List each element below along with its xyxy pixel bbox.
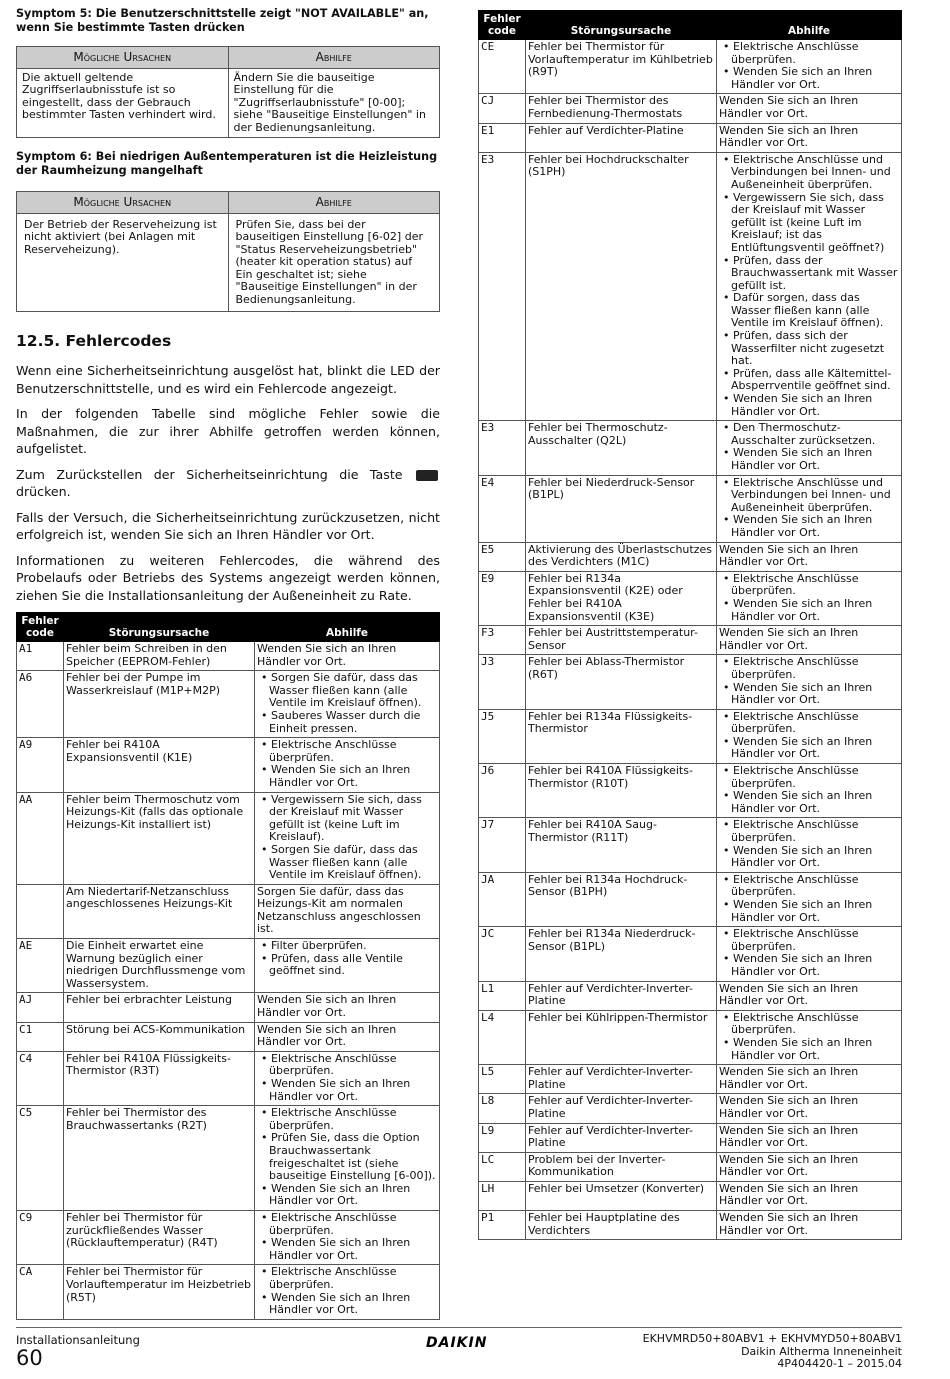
error-cause: Fehler beim Schreiben in den Speicher (EEPROM-Fehler) — [64, 642, 255, 671]
col-fix-header: Abhilfe — [717, 11, 902, 40]
fix-list-item: • Elektrische Anschlüsse überprüfen. — [719, 874, 899, 899]
error-code: AA — [17, 792, 64, 884]
error-code: C9 — [17, 1210, 64, 1264]
error-code: L5 — [479, 1065, 526, 1094]
symptom5-title: Symptom 5: Die Benutzerschnittstelle zeigt "NOT AVAILABLE" an, wenn Sie bestimmte Tasten drücken — [16, 7, 429, 34]
error-cause: Fehler auf Verdichter-Platine — [526, 123, 717, 152]
section-heading: 12.5. Fehlercodes — [16, 332, 172, 350]
error-code: E5 — [479, 542, 526, 571]
error-fix — [717, 709, 902, 763]
table-row — [17, 1265, 440, 1319]
fix-list-item: • Elektrische Anschlüsse überprüfen. — [257, 1212, 437, 1237]
error-code: A1 — [17, 642, 64, 671]
fix-list-item: • Wenden Sie sich an Ihren Händler vor Ort. — [719, 598, 899, 623]
daikin-logo: DAIKIN — [426, 1335, 488, 1351]
table-row — [479, 152, 902, 420]
error-code: J6 — [479, 764, 526, 818]
table-row — [479, 655, 902, 709]
error-cause: Fehler bei der Pumpe im Wasserkreislauf (M1P+M2P) — [64, 671, 255, 738]
symptom5-cause: Die aktuell geltende Zugriffserlaubnisstufe ist so eingestellt, dass der Gebrauch bestimmter Tasten verhindert wird. — [17, 68, 229, 138]
fix-list — [719, 573, 899, 623]
error-code: F3 — [479, 626, 526, 655]
fix-list-item: • Wenden Sie sich an Ihren Händler vor Ort. — [257, 1292, 437, 1317]
error-fix: Wenden Sie sich an Ihren Händler vor Ort. — [717, 1123, 902, 1152]
fix-list-item: • Vergewissern Sie sich, dass der Kreislauf mit Wasser gefüllt ist (keine Luft im Kreislauf). — [257, 794, 437, 844]
fix-list-item: • Den Thermoschutz-Ausschalter zurücksetzen. — [719, 422, 899, 447]
error-cause: Fehler bei Thermistor für zurückfließendes Wasser (Rücklauftemperatur) (R4T) — [64, 1210, 255, 1264]
error-fix: Wenden Sie sich an Ihren Händler vor Ort. — [255, 642, 440, 671]
error-fix: Wenden Sie sich an Ihren Händler vor Ort. — [717, 94, 902, 123]
fix-list-item: • Wenden Sie sich an Ihren Händler vor Ort. — [257, 1237, 437, 1262]
error-fix — [717, 655, 902, 709]
table-row — [479, 421, 902, 475]
col-fix-header: Abhilfe — [228, 47, 440, 69]
table-row — [479, 1010, 902, 1064]
error-cause: Störung bei ACS-Kommunikation — [64, 1022, 255, 1051]
error-code: P1 — [479, 1211, 526, 1240]
fix-list-item: • Prüfen, dass alle Kältemittel-Absperrventile geöffnet sind. — [719, 368, 899, 393]
fix-list-item: • Wenden Sie sich an Ihren Händler vor Ort. — [719, 393, 899, 418]
paragraph-part: drücken. — [16, 484, 71, 499]
left-column — [16, 0, 440, 1320]
error-cause: Fehler bei Ablass-Thermistor (R6T) — [526, 655, 717, 709]
error-fix: Wenden Sie sich an Ihren Händler vor Ort. — [717, 1065, 902, 1094]
fix-list-item: • Dafür sorgen, dass das Wasser fließen kann (alle Ventile im Kreislauf öffnen). — [719, 292, 899, 330]
fix-list-item: • Elektrische Anschlüsse überprüfen. — [719, 765, 899, 790]
error-fix: Wenden Sie sich an Ihren Händler vor Ort. — [717, 981, 902, 1010]
col-cause-header: Mögliche Ursachen — [17, 192, 229, 214]
fix-list — [257, 794, 437, 882]
fix-list-item: • Wenden Sie sich an Ihren Händler vor Ort. — [257, 1078, 437, 1103]
error-fix: Wenden Sie sich an Ihren Händler vor Ort. — [717, 123, 902, 152]
fix-list — [719, 928, 899, 978]
error-fix — [717, 571, 902, 625]
table-row — [17, 1022, 440, 1051]
fix-list-item: • Elektrische Anschlüsse überprüfen. — [719, 819, 899, 844]
error-fix — [717, 40, 902, 94]
table-row — [479, 872, 902, 926]
fix-list-item: • Wenden Sie sich an Ihren Händler vor Ort. — [257, 764, 437, 789]
error-code: E3 — [479, 152, 526, 420]
symptom6-table — [16, 191, 440, 312]
paragraph: Falls der Versuch, die Sicherheitseinrichtung zurückzusetzen, nicht erfolgreich ist, wenden Sie sich an Ihren Händler vor Ort. — [16, 509, 440, 542]
error-cause: Fehler bei R410A Expansionsventil (K1E) — [64, 738, 255, 792]
table-row — [479, 1211, 902, 1240]
table-row — [17, 1051, 440, 1105]
table-row — [479, 475, 902, 542]
fix-list-item: • Wenden Sie sich an Ihren Händler vor Ort. — [719, 790, 899, 815]
table-row — [479, 1152, 902, 1181]
fix-list-item: • Wenden Sie sich an Ihren Händler vor Ort. — [719, 514, 899, 539]
error-cause: Fehler bei R134a Expansionsventil (K2E) oder Fehler bei R410A Expansionsventil (K3E) — [526, 571, 717, 625]
error-cause: Fehler auf Verdichter-Inverter-Platine — [526, 1094, 717, 1123]
fix-list-item: • Elektrische Anschlüsse überprüfen. — [257, 1266, 437, 1291]
fix-list-item: • Elektrische Anschlüsse überprüfen. — [257, 1107, 437, 1132]
error-fix: Wenden Sie sich an Ihren Händler vor Ort. — [255, 1022, 440, 1051]
table-row — [479, 1181, 902, 1210]
fix-list-item: • Elektrische Anschlüsse überprüfen. — [719, 656, 899, 681]
fix-list-item: • Wenden Sie sich an Ihren Händler vor Ort. — [257, 1183, 437, 1208]
error-code: L4 — [479, 1010, 526, 1064]
error-fix: Wenden Sie sich an Ihren Händler vor Ort. — [717, 542, 902, 571]
table-row — [17, 792, 440, 884]
fix-list-item: • Prüfen, dass alle Ventile geöffnet sind. — [257, 953, 437, 978]
symptom6-title: Symptom 6: Bei niedrigen Außentemperaturen ist die Heizleistung der Raumheizung mangelhaft — [16, 150, 438, 177]
table-row — [17, 939, 440, 993]
error-cause: Fehler bei Umsetzer (Konverter) — [526, 1181, 717, 1210]
error-code: E9 — [479, 571, 526, 625]
error-fix — [255, 792, 440, 884]
fix-list — [257, 940, 437, 978]
table-row — [479, 927, 902, 981]
fix-list — [719, 765, 899, 815]
fix-list-item: • Elektrische Anschlüsse überprüfen. — [257, 739, 437, 764]
error-cause: Fehler bei R410A Flüssigkeits-Thermistor (R10T) — [526, 764, 717, 818]
table-row — [479, 709, 902, 763]
footer-model: EKHVMRD50+80ABV1 + EKHVMYD50+80ABV1 — [642, 1332, 902, 1345]
error-code: E3 — [479, 421, 526, 475]
col-cause-header: Störungsursache — [64, 613, 255, 642]
error-cause: Fehler bei R134a Flüssigkeits-Thermistor — [526, 709, 717, 763]
fix-list-item: • Elektrische Anschlüsse und Verbindungen bei Innen- und Außeneinheit überprüfen. — [719, 477, 899, 515]
fix-list-item: • Sorgen Sie dafür, dass das Wasser fließen kann (alle Ventile im Kreislauf öffnen). — [257, 672, 437, 710]
fix-list — [719, 711, 899, 761]
table-row — [17, 1106, 440, 1211]
table-row — [17, 884, 440, 938]
footer-info — [643, 1333, 902, 1371]
error-fix: Sorgen Sie dafür, dass das Heizungs-Kit am normalen Netzanschluss angeschlossen ist. — [255, 884, 440, 938]
error-cause: Fehler bei Thermoschutz-Ausschalter (Q2L) — [526, 421, 717, 475]
col-fix-header: Abhilfe — [255, 613, 440, 642]
fix-list-item: • Elektrische Anschlüsse überprüfen. — [719, 573, 899, 598]
error-code-table-right — [478, 10, 902, 1240]
error-code: J5 — [479, 709, 526, 763]
error-cause: Fehler bei R410A Flüssigkeits-Thermistor (R3T) — [64, 1051, 255, 1105]
error-code: LC — [479, 1152, 526, 1181]
error-code: J7 — [479, 818, 526, 872]
fix-list — [257, 1107, 437, 1208]
col-fix-header: Abhilfe — [228, 192, 440, 214]
col-code-header: Fehler code — [479, 11, 526, 40]
table-row — [17, 738, 440, 792]
error-table-body — [479, 40, 902, 1240]
table-row — [479, 764, 902, 818]
table-row — [17, 671, 440, 738]
col-cause-header: Störungsursache — [526, 11, 717, 40]
error-code: L9 — [479, 1123, 526, 1152]
footer-product: Daikin Altherma Inneneinheit — [741, 1344, 902, 1358]
table-row — [479, 626, 902, 655]
right-column — [478, 0, 902, 1240]
symptom6-fix: Prüfen Sie, dass bei der bauseitigen Einstellung [6-02] der "Status Reserveheizungsbetrieb" (heater kit operation status) auf Ein geschaltet ist; siehe "Bauseitige Einstellungen" in der Bedienungsanleitung. — [228, 213, 440, 312]
fix-list — [257, 672, 437, 735]
fix-list-item: • Filter überprüfen. — [257, 940, 437, 953]
fix-list — [257, 1212, 437, 1262]
error-fix: Wenden Sie sich an Ihren Händler vor Ort. — [717, 1181, 902, 1210]
error-fix — [717, 152, 902, 420]
error-fix — [255, 1210, 440, 1264]
fix-list-item: • Elektrische Anschlüsse überprüfen. — [719, 928, 899, 953]
paragraph: Wenn eine Sicherheitseinrichtung ausgelöst hat, blinkt die LED der Benutzerschnittstelle, und es wird ein Fehlercode angezeigt. — [16, 363, 440, 396]
table-row — [479, 981, 902, 1010]
error-cause: Fehler bei Niederdruck-Sensor (B1PL) — [526, 475, 717, 542]
error-code: L1 — [479, 981, 526, 1010]
fix-list — [719, 477, 899, 540]
error-cause: Fehler auf Verdichter-Inverter-Platine — [526, 1065, 717, 1094]
fix-list-item: • Sorgen Sie dafür, dass das Wasser fließen kann (alle Ventile im Kreislauf öffnen). — [257, 844, 437, 882]
fix-list — [719, 41, 899, 91]
error-cause: Fehler bei Austrittstemperatur-Sensor — [526, 626, 717, 655]
error-fix — [255, 738, 440, 792]
table-row — [479, 1065, 902, 1094]
error-fix: Wenden Sie sich an Ihren Händler vor Ort. — [717, 1152, 902, 1181]
fix-list-item: • Prüfen Sie, dass die Option Brauchwassertank freigeschaltet ist (siehe bauseitige Einstellung [6-00]). — [257, 1132, 437, 1182]
table-row — [17, 642, 440, 671]
error-code: LH — [479, 1181, 526, 1210]
error-code: AJ — [17, 993, 64, 1022]
error-code: C5 — [17, 1106, 64, 1211]
error-cause: Am Niedertarif-Netzanschluss angeschlossenes Heizungs-Kit — [64, 884, 255, 938]
error-fix — [255, 1106, 440, 1211]
error-fix — [717, 1010, 902, 1064]
error-code: A6 — [17, 671, 64, 738]
fix-list — [719, 819, 899, 869]
error-cause: Fehler bei Thermistor des Brauchwassertanks (R2T) — [64, 1106, 255, 1211]
error-fix — [717, 421, 902, 475]
error-cause: Fehler bei Kühlrippen-Thermistor — [526, 1010, 717, 1064]
footer-rule — [16, 1327, 902, 1328]
page-number: 60 — [16, 1346, 43, 1370]
fix-list-item: • Prüfen, dass sich der Wasserfilter nicht zugesetzt hat. — [719, 330, 899, 368]
fix-list — [719, 154, 899, 418]
fix-list-item: • Wenden Sie sich an Ihren Händler vor Ort. — [719, 682, 899, 707]
error-code: A9 — [17, 738, 64, 792]
fix-list-item: • Elektrische Anschlüsse überprüfen. — [257, 1053, 437, 1078]
fix-list — [719, 874, 899, 924]
footer-doc-type: Installationsanleitung — [16, 1333, 140, 1347]
fix-list-item: • Wenden Sie sich an Ihren Händler vor Ort. — [719, 953, 899, 978]
error-cause: Fehler bei Thermistor für Vorlauftemperatur im Kühlbetrieb (R9T) — [526, 40, 717, 94]
error-cause: Problem bei der Inverter-Kommunikation — [526, 1152, 717, 1181]
error-code: E4 — [479, 475, 526, 542]
col-code-header: Fehler code — [17, 613, 64, 642]
error-code-table-left — [16, 612, 440, 1320]
fix-list — [719, 656, 899, 706]
symptom5-table — [16, 46, 440, 138]
fix-list-item: • Vergewissern Sie sich, dass der Kreislauf mit Wasser gefüllt ist (keine Luft im Kreislauf; ist das Entlüftungsventil geöffnet?) — [719, 192, 899, 255]
error-code: CA — [17, 1265, 64, 1319]
error-fix — [717, 764, 902, 818]
table-row — [479, 1123, 902, 1152]
symptom5-fix: Ändern Sie die bauseitige Einstellung für die "Zugriffserlaubnisstufe" [0-00]; siehe "Bauseitige Einstellungen" in der Bedienungsanleitung. — [228, 68, 440, 138]
error-fix — [717, 475, 902, 542]
reset-button-icon — [416, 470, 438, 481]
table-row — [479, 1094, 902, 1123]
table-row — [17, 1210, 440, 1264]
error-cause: Fehler bei R134a Niederdruck-Sensor (B1PL) — [526, 927, 717, 981]
col-cause-header: Mögliche Ursachen — [17, 47, 229, 69]
paragraph — [16, 466, 440, 501]
fix-list-item: • Elektrische Anschlüsse überprüfen. — [719, 1012, 899, 1037]
error-cause: Aktivierung des Überlastschutzes des Verdichters (M1C) — [526, 542, 717, 571]
paragraph-part: Zum Zurückstellen der Sicherheitseinrichtung die Taste — [16, 466, 403, 482]
error-cause: Die Einheit erwartet eine Warnung bezüglich einer niedrigen Durchflussmenge vom Wassersystem. — [64, 939, 255, 993]
fix-list-item: • Prüfen, dass der Brauchwassertank mit Wasser gefüllt ist. — [719, 255, 899, 293]
table-row — [479, 818, 902, 872]
footer-ref: 4P404420-1 – 2015.04 — [777, 1357, 902, 1370]
error-fix: Wenden Sie sich an Ihren Händler vor Ort. — [717, 1094, 902, 1123]
table-row — [17, 993, 440, 1022]
error-cause: Fehler bei erbrachter Leistung — [64, 993, 255, 1022]
error-fix: Wenden Sie sich an Ihren Händler vor Ort. — [255, 993, 440, 1022]
fix-list — [257, 1266, 437, 1316]
error-fix: Wenden Sie sich an Ihren Händler vor Ort. — [717, 626, 902, 655]
fix-list-item: • Sauberes Wasser durch die Einheit pressen. — [257, 710, 437, 735]
error-cause: Fehler bei Hochdruckschalter (S1PH) — [526, 152, 717, 420]
fix-list-item: • Elektrische Anschlüsse und Verbindungen bei Innen- und Außeneinheit überprüfen. — [719, 154, 899, 192]
error-cause: Fehler auf Verdichter-Inverter-Platine — [526, 981, 717, 1010]
error-fix: Wenden Sie sich an Ihren Händler vor Ort. — [717, 1211, 902, 1240]
error-fix — [717, 818, 902, 872]
table-row — [479, 571, 902, 625]
fix-list — [719, 1012, 899, 1062]
error-code: E1 — [479, 123, 526, 152]
error-code: J3 — [479, 655, 526, 709]
error-table-body — [17, 642, 440, 1320]
fix-list-item: • Wenden Sie sich an Ihren Händler vor Ort. — [719, 447, 899, 472]
error-cause: Fehler bei R134a Hochdruck-Sensor (B1PH) — [526, 872, 717, 926]
fix-list-item: • Wenden Sie sich an Ihren Händler vor Ort. — [719, 899, 899, 924]
error-code: L8 — [479, 1094, 526, 1123]
error-code — [17, 884, 64, 938]
error-cause: Fehler bei Thermistor des Fernbedienung-Thermostats — [526, 94, 717, 123]
error-fix — [255, 671, 440, 738]
paragraph: In der folgenden Tabelle sind mögliche Fehler sowie die Maßnahmen, die zur ihrer Abhilfe getroffen werden können, aufgelistet. — [16, 406, 440, 456]
fix-list — [719, 422, 899, 472]
error-fix — [255, 1051, 440, 1105]
error-code: JC — [479, 927, 526, 981]
table-row — [479, 123, 902, 152]
fix-list-item: • Wenden Sie sich an Ihren Händler vor Ort. — [719, 736, 899, 761]
error-fix — [255, 939, 440, 993]
fix-list-item: • Wenden Sie sich an Ihren Händler vor Ort. — [719, 66, 899, 91]
error-code: AE — [17, 939, 64, 993]
table-row — [479, 94, 902, 123]
fix-list-item: • Wenden Sie sich an Ihren Händler vor Ort. — [719, 845, 899, 870]
error-code: CE — [479, 40, 526, 94]
symptom6-cause: Der Betrieb der Reserveheizung ist nicht aktiviert (bei Anlagen mit Reserveheizung). — [17, 213, 229, 312]
fix-list-item: • Wenden Sie sich an Ihren Händler vor Ort. — [719, 1037, 899, 1062]
error-cause: Fehler beim Thermoschutz vom Heizungs-Kit (falls das optionale Heizungs-Kit installiert ist) — [64, 792, 255, 884]
fix-list — [257, 739, 437, 789]
error-cause: Fehler auf Verdichter-Inverter-Platine — [526, 1123, 717, 1152]
error-cause: Fehler bei R410A Saug-Thermistor (R11T) — [526, 818, 717, 872]
table-row — [479, 40, 902, 94]
fix-list-item: • Elektrische Anschlüsse überprüfen. — [719, 711, 899, 736]
error-fix — [255, 1265, 440, 1319]
paragraph: Informationen zu weiteren Fehlercodes, die während des Probelaufs oder Betriebs des Systems angezeigt werden können, ziehen Sie die Installationsanleitung der Außeneinheit zu Rate. — [16, 552, 440, 603]
error-code: CJ — [479, 94, 526, 123]
error-code: C4 — [17, 1051, 64, 1105]
error-fix — [717, 872, 902, 926]
fix-list-item: • Elektrische Anschlüsse überprüfen. — [719, 41, 899, 66]
fix-list — [257, 1053, 437, 1103]
error-cause: Fehler bei Thermistor für Vorlauftemperatur im Heizbetrieb (R5T) — [64, 1265, 255, 1319]
error-fix — [717, 927, 902, 981]
table-row — [479, 542, 902, 571]
error-code: C1 — [17, 1022, 64, 1051]
error-cause: Fehler bei Hauptplatine des Verdichters — [526, 1211, 717, 1240]
error-code: JA — [479, 872, 526, 926]
